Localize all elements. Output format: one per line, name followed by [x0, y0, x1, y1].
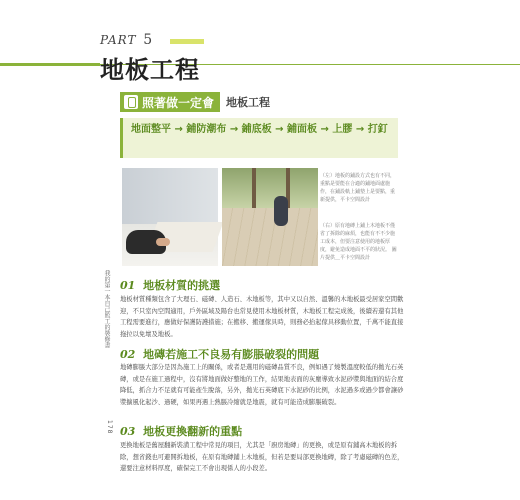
photo-right-floor [222, 208, 318, 266]
section-title-2: 地磚若施工不良易有膨脹破裂的問題 [143, 348, 320, 361]
photo-caption-left: （左）地板的鋪設方式也有不同，重點是要能在合適的鋪地面處施作，在鋪設軌上鋪墊上是要點，重新提供，平卡空間設計 [320, 173, 396, 203]
section-number-1: 01 [120, 279, 136, 292]
photo-left-wall [122, 168, 218, 224]
photo-caption-right: （右）原有地磚上鋪上木地板不僅省了拆除的麻煩，也能有不不少施工成本，但要注意使用的地板厚度，避免造成地面不平的狀況。 圖片提供＿平卡空間設計 [320, 223, 397, 261]
section-body-3: 更換地板是舊屋翻新裝潢工程中常見的項目，尤其是「廚房地磚」的更換，或是原有鋪高木地板的拆除，想省錢也可避開拆地板，在原有地磚鋪上木地板，但若是要局部更換地磚，除了考慮磁磚的色差，還要注意材料厚度，確保完工不會出現係人的小段差。 [120, 442, 404, 472]
section-title-1: 地板材質的挑選 [143, 279, 221, 292]
photo-left [122, 168, 218, 266]
photo-right-worker [274, 196, 288, 226]
header-rule-thick [0, 63, 100, 66]
part-label-text: PART [100, 33, 137, 47]
part-label [100, 32, 153, 48]
photo-right-window [222, 168, 318, 208]
photo-right-frame-1 [252, 168, 256, 208]
process-flow: 地面整平 → 鋪防潮布 → 鋪底板 → 鋪面板 → 上膠 → 打釘 [120, 118, 398, 158]
book-title-sidebar: 我的第一本自己監工的裝修書 [103, 270, 110, 348]
section-title-3: 地板更換翻新的重點 [143, 425, 243, 438]
part-accent-bar [170, 39, 204, 44]
photo-right [222, 168, 318, 266]
hand-icon [124, 95, 138, 109]
section-heading-2 [120, 346, 319, 362]
section-heading-1 [120, 277, 220, 293]
tip-topic: 地板工程 [226, 96, 271, 109]
section-heading-3 [120, 423, 242, 439]
section-body-2: 地磚膨脹大部分是因為施工上的關係，或者是選用的磁磚品質不良，例如遇了燒製溫度較低的拋光石英磚，或是在施工過程中，沒有將地面做好整地的工作，結果地表面的灰塵導致水泥砂漿與地面的結合度降低，抓合力不足就有可能產生脫落，另外，拋光石英磚底下水泥砂的比例，水泥過多或過少都會讓砂漿擴風化起沙、過硬，如果再遇上熱脹冷縮就是地震，就有可能造成膨脹破裂。 [120, 364, 404, 406]
tip-label: 照著做一定會 [142, 95, 215, 110]
chapter-title: 地板工程 [100, 56, 200, 84]
section-body-1: 地板材質種類包含了大理石、磁磚、人造石、木地板等，其中又以自然、溫馨的木地板最受居家空間歡迎，不只室內空間適用，戶外區域及陽台也常見使用木地板材質，木地板工程完成後，後續若還有其他工程需要進行，應做好保護防護措施；在搬移、搬運傢具時，則務必抬起傢具移動位置，千萬不能直接拖拉以免壞及地板。 [120, 296, 404, 338]
section-number-3: 03 [120, 425, 136, 438]
tip-label-box [120, 92, 220, 112]
tip-banner [120, 92, 270, 112]
part-number: 5 [143, 32, 154, 48]
page-number: 178 [106, 420, 113, 435]
photo-left-hand [156, 238, 170, 246]
section-number-2: 02 [120, 348, 136, 361]
